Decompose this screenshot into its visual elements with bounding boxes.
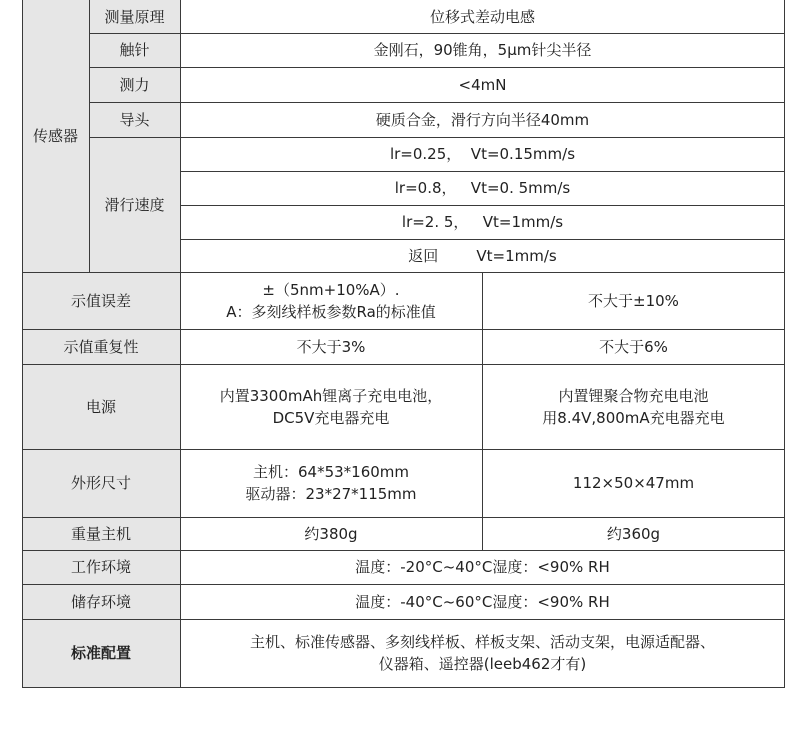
grid-line — [89, 137, 785, 138]
spec-label-power — [22, 364, 180, 449]
grid-line — [22, 584, 785, 585]
spec-label-storage-env — [22, 584, 180, 619]
spec-value-text: 金刚石，90锥角，5μm针尖半径 — [373, 41, 592, 59]
grid-line — [22, 329, 785, 330]
spec-label-guide — [89, 102, 180, 137]
spec-value-text: 温度：-40°C~60°C湿度：<90% RH — [355, 592, 610, 611]
spec-label-text: 重量主机 — [70, 524, 131, 543]
spec-line: ±（5nm+10%A）. — [262, 280, 400, 299]
spec-label-force — [89, 67, 180, 102]
grid-line — [89, 33, 785, 34]
spec-value-power-right — [482, 364, 785, 449]
spec-value-force — [180, 67, 785, 102]
speed-value-text: lr=0.25， Vt=0.15mm/s — [389, 145, 576, 163]
grid-line — [22, 687, 785, 688]
grid-line — [180, 239, 785, 240]
spec-label-text: 滑行速度 — [104, 195, 165, 214]
spec-value-text: <4mN — [458, 75, 507, 94]
spec-label-text: 示值重复性 — [63, 337, 139, 356]
spec-value-size-right — [482, 449, 785, 517]
spec-value-work-env — [180, 550, 785, 584]
spec-line: DC5V充电器充电 — [272, 408, 390, 427]
spec-line: 驱动器：23*27*115mm — [245, 485, 417, 503]
spec-label-text: 电源 — [85, 397, 116, 416]
speed-value-3 — [180, 205, 785, 239]
speed-value-text: lr=2. 5， Vt=1mm/s — [401, 213, 564, 231]
spec-label-text: 触针 — [119, 41, 150, 59]
spec-label-text: 标准配置 — [70, 644, 131, 662]
grid-line — [180, 171, 785, 172]
spec-label-size — [22, 449, 180, 517]
speed-value-1 — [180, 137, 785, 171]
spec-label-speed — [89, 137, 180, 272]
spec-label-error — [22, 272, 180, 329]
spec-line: 约380g — [304, 524, 358, 543]
spec-value-guide — [180, 102, 785, 137]
spec-label-text: 测量原理 — [104, 7, 165, 26]
spec-value-text: 位移式差动电感 — [429, 7, 535, 26]
spec-line: 仪器箱、遥控器(leeb462才有) — [378, 655, 587, 673]
speed-value-text: lr=0.8， Vt=0. 5mm/s — [394, 179, 571, 197]
spec-label-text: 储存环境 — [70, 592, 131, 611]
spec-value-weight-left — [180, 517, 482, 550]
spec-line: 不大于6% — [599, 337, 668, 356]
spec-label-principle — [89, 0, 180, 33]
grid-line — [22, 517, 785, 518]
spec-line: 112×50×47mm — [572, 474, 695, 492]
spec-line: 主机、标准传感器、多刻线样板、样板支架、活动支架，电源适配器、 — [249, 633, 715, 651]
grid-line — [22, 619, 785, 620]
spec-value-storage-env — [180, 584, 785, 619]
spec-line: 内置3300mAh锂离子充电电池， — [219, 386, 443, 405]
grid-line — [482, 272, 483, 550]
speed-value-2 — [180, 171, 785, 205]
spec-label-weight — [22, 517, 180, 550]
spec-line: 内置锂聚合物充电电池 — [558, 386, 709, 405]
spec-label-text: 外形尺寸 — [70, 474, 131, 492]
grid-line — [89, 0, 90, 272]
spec-label-text: 示值误差 — [70, 291, 131, 310]
spec-value-repeat-left — [180, 329, 482, 364]
grid-line — [22, 449, 785, 450]
grid-line — [89, 67, 785, 68]
spec-value-size-left — [180, 449, 482, 517]
spec-value-error-left — [180, 272, 482, 329]
sensor-group-text: 传感器 — [32, 127, 78, 145]
spec-value-repeat-right — [482, 329, 785, 364]
spec-line: 用8.4V,800mA充电器充电 — [542, 408, 725, 427]
spec-line: A：多刻线样板参数Ra的标准值 — [226, 302, 436, 321]
spec-label-repeat — [22, 329, 180, 364]
spec-value-weight-right — [482, 517, 785, 550]
spec-label-text: 测力 — [119, 75, 150, 94]
speed-value-text: 返回 Vt=1mm/s — [408, 246, 557, 265]
spec-label-text: 导头 — [119, 110, 150, 129]
spec-value-text: 温度：-20°C~40°C湿度：<90% RH — [355, 558, 610, 576]
spec-value-principle — [180, 0, 785, 33]
spec-label-stylus — [89, 33, 180, 67]
grid-line — [22, 364, 785, 365]
speed-value-4 — [180, 239, 785, 272]
spec-value-power-left — [180, 364, 482, 449]
grid-line — [22, 272, 785, 273]
spec-line: 不大于3% — [296, 337, 366, 356]
spec-label-text: 工作环境 — [70, 558, 131, 576]
spec-label-work-env — [22, 550, 180, 584]
spec-value-stylus — [180, 33, 785, 67]
spec-line: 约360g — [606, 524, 661, 543]
spec-line: 主机：64*53*160mm — [252, 463, 410, 481]
spec-value-config — [180, 619, 785, 687]
spec-value-text: 硬质合金，滑行方向半径40mm — [375, 110, 590, 129]
grid-line — [180, 205, 785, 206]
spec-line: 不大于±10% — [588, 291, 679, 310]
grid-line — [89, 102, 785, 103]
spec-value-error-right — [482, 272, 785, 329]
sensor-group-label — [22, 0, 89, 272]
grid-line — [22, 550, 785, 551]
spec-label-config — [22, 619, 180, 687]
